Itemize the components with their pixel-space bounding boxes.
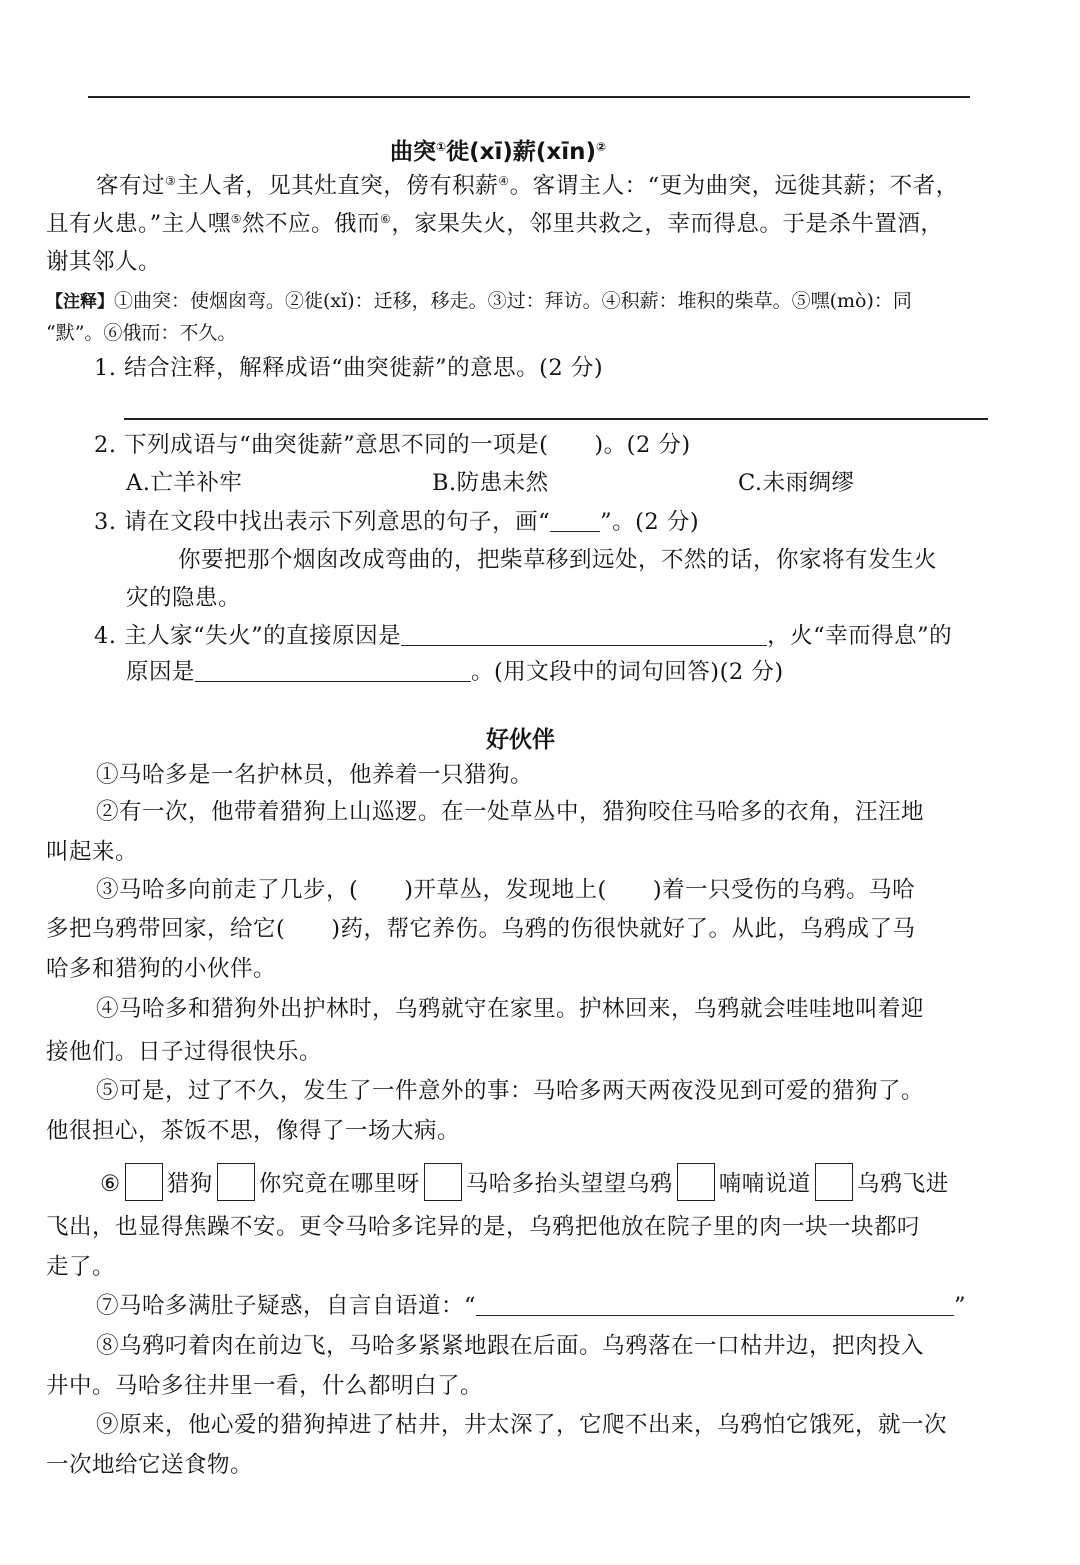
para-9-line2: 一次地给它送食物。: [46, 1452, 254, 1478]
para-2-line1: ②有一次，他带着猎狗上山巡逻。在一处草丛中，猎狗咬住马哈多的衣角，汪汪地: [96, 799, 925, 825]
question-2-option-b[interactable]: B.防患未然: [432, 470, 549, 496]
para-3-line1: ③马哈多向前走了几步，( )开草丛，发现地上( )着一只受伤的乌鸦。马哈: [96, 877, 916, 903]
para-9-line1: ⑨原来，他心爱的猎狗掉进了枯井，井太深了，它爬不出来，乌鸦怕它饿死，就一次: [96, 1412, 948, 1438]
notes-line1: 【注释】①曲突：使烟囱弯。②徙(xǐ)：迁移，移走。③过：拜访。④积薪：堆积的柴草。⑤嘿(mò)：同: [46, 290, 912, 312]
notes-label: 【注释】: [46, 292, 114, 312]
para-4-line1: ④马哈多和猎狗外出护林时，乌鸦就守在家里。护林回来，乌鸦就会哇哇地叫着迎: [96, 996, 925, 1022]
para-5-line2: 他很担心，茶饭不思，像得了一场大病。: [46, 1118, 461, 1144]
question-3-line2: 灾的隐患。: [126, 585, 242, 611]
punctuation-box-1[interactable]: [125, 1163, 163, 1201]
punctuation-box-2[interactable]: [217, 1163, 255, 1201]
para-7: ⑦马哈多满肚子疑惑，自言自语道：“ ”: [96, 1293, 967, 1319]
passage1-line1: 客有过③主人者，见其灶直突，傍有积薪④。客谓主人：“更为曲突，远徙其薪；不者，: [96, 173, 959, 199]
question-2-option-c[interactable]: C.未雨绸缪: [738, 470, 855, 496]
question-2: 2. 下列成语与“曲突徙薪”意思不同的一项是( )。(2 分): [94, 432, 691, 458]
punctuation-box-3[interactable]: [424, 1163, 462, 1201]
para-6-line2: 飞出，也显得焦躁不安。更令马哈多诧异的是，乌鸦把他放在院子里的肉一块一块都叼: [46, 1214, 921, 1240]
question-4-blank-2[interactable]: [195, 659, 471, 682]
underline-mark: [550, 509, 600, 532]
notes-line2: “默”。⑥俄而：不久。: [46, 322, 237, 344]
question-1: 1. 结合注释，解释成语“曲突徙薪”的意思。(2 分): [94, 355, 604, 381]
para-6-line1: ⑥ 猎狗 你究竟在哪里呀 马哈多抬头望望乌鸦 喃喃说道 乌鸦飞进: [100, 1163, 949, 1201]
para-6-line3: 走了。: [46, 1254, 116, 1280]
para-1: ①马哈多是一名护林员，他养着一只猎狗。: [96, 762, 534, 788]
passage1-title: 曲突①徙(xī)薪(xīn)②: [390, 139, 607, 165]
passage2-title: 好伙伴: [486, 727, 555, 753]
question-4-line1: 4. 主人家“失火”的直接原因是 ，火“幸而得息”的: [94, 623, 953, 649]
passage1-line3: 谢其邻人。: [46, 249, 162, 275]
para-3-line2: 多把乌鸦带回家，给它( )药，帮它养伤。乌鸦的伤很快就好了。从此，乌鸦成了马: [46, 916, 916, 942]
question-4-blank-1[interactable]: [401, 623, 767, 646]
top-rule: [88, 96, 970, 98]
para-4-line2: 接他们。日子过得很快乐。: [46, 1039, 323, 1065]
para-7-answer-blank[interactable]: [476, 1293, 954, 1316]
punctuation-box-5[interactable]: [815, 1163, 853, 1201]
para-8-line1: ⑧乌鸦叼着肉在前边飞，马哈多紧紧地跟在后面。乌鸦落在一口枯井边，把肉投入: [96, 1333, 925, 1359]
question-4-line2: 原因是 。(用文段中的词句回答)(2 分): [126, 659, 784, 685]
para-2-line2: 叫起来。: [46, 839, 139, 865]
punctuation-box-4[interactable]: [677, 1163, 715, 1201]
question-1-answer-line[interactable]: [124, 418, 988, 420]
question-2-option-a[interactable]: A.亡羊补牢: [126, 470, 243, 496]
para-3-line3: 哈多和猎狗的小伙伴。: [46, 956, 277, 982]
question-3-line1: 你要把那个烟囱改成弯曲的，把柴草移到远处，不然的话，你家将有发生火: [178, 547, 938, 573]
para-5-line1: ⑤可是，过了不久，发生了一件意外的事：马哈多两天两夜没见到可爱的猎狗了。: [96, 1078, 925, 1104]
passage1-line2: 且有火患。”主人嘿⑤然不应。俄而⑥，家果失火，邻里共救之，幸而得息。于是杀牛置酒，: [46, 211, 944, 237]
para-8-line2: 井中。马哈多往井里一看，什么都明白了。: [46, 1373, 484, 1399]
question-3: 3. 请在文段中找出表示下列意思的句子，画“ ”。(2 分): [94, 509, 700, 535]
